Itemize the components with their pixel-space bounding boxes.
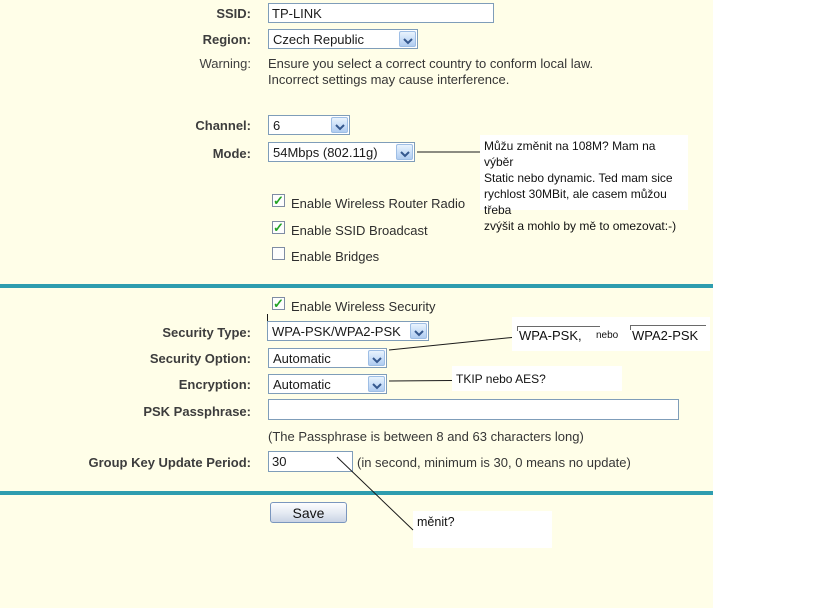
security-type-select-value: WPA-PSK/WPA2-PSK xyxy=(272,324,401,339)
psk-passphrase-input[interactable] xyxy=(268,399,679,420)
psk-passphrase-note: (The Passphrase is between 8 and 63 characters long) xyxy=(268,429,584,444)
psk-passphrase-label: PSK Passphrase: xyxy=(143,404,251,419)
mode-annotation-box xyxy=(480,135,688,233)
warning-text-line2: Incorrect settings may cause interference. xyxy=(268,72,510,87)
channel-label: Channel: xyxy=(195,118,251,133)
mode-annotation-line3: rychlost 30MBit, ale casem můžou třeba xyxy=(484,187,667,217)
enable-ssid-broadcast-checkbox[interactable] xyxy=(272,221,285,234)
enable-wireless-radio-label: Enable Wireless Router Radio xyxy=(291,196,466,211)
security-type-select[interactable] xyxy=(267,321,429,341)
section-divider xyxy=(0,491,713,495)
mode-annotation-line4: zvýšit a mohlo by mě to omezovat:-) xyxy=(484,219,677,233)
channel-select-value: 6 xyxy=(273,118,281,133)
security-option-select[interactable] xyxy=(268,348,387,368)
mode-annotation-line2: Static nebo dynamic. Ted mam sice xyxy=(484,171,673,185)
chevron-down-icon xyxy=(368,350,385,366)
encryption-select[interactable] xyxy=(268,374,387,394)
save-button[interactable]: Save xyxy=(270,502,347,523)
security-option-select-value: Automatic xyxy=(273,351,331,366)
enable-wireless-security-label: Enable Wireless Security xyxy=(291,299,436,314)
group-key-update-period-label: Group Key Update Period: xyxy=(88,455,251,470)
mode-annotation-line1: Můžu změnit na 108M? Mam na výběr xyxy=(484,139,656,169)
security-type-label: Security Type: xyxy=(162,325,251,340)
region-select-value: Czech Republic xyxy=(273,32,365,47)
encryption-annotation-text: TKIP nebo AES? xyxy=(456,372,546,386)
encryption-label: Encryption: xyxy=(178,377,251,392)
ssid-input[interactable] xyxy=(268,3,494,23)
group-key-annotation-text: měnit? xyxy=(417,515,455,529)
wpa-annotation-option1: WPA-PSK, xyxy=(519,328,582,343)
section-divider xyxy=(0,284,713,288)
enable-wireless-radio-checkbox[interactable] xyxy=(272,194,285,207)
warning-label: Warning: xyxy=(199,56,251,71)
group-key-update-period-note: (in second, minimum is 30, 0 means no update) xyxy=(357,455,631,470)
enable-bridges-label: Enable Bridges xyxy=(291,249,380,264)
security-option-label: Security Option: xyxy=(149,351,251,366)
chevron-down-icon xyxy=(331,117,348,133)
ssid-label: SSID: xyxy=(216,6,251,21)
chevron-down-icon xyxy=(410,323,427,339)
encryption-select-value: Automatic xyxy=(273,377,331,392)
region-select[interactable] xyxy=(268,29,418,49)
chevron-down-icon xyxy=(368,376,385,392)
enable-bridges-checkbox[interactable] xyxy=(272,247,285,260)
chevron-down-icon xyxy=(399,31,416,47)
wpa-annotation-conjunction: nebo xyxy=(596,330,619,341)
channel-select[interactable] xyxy=(268,115,350,135)
enable-ssid-broadcast-label: Enable SSID Broadcast xyxy=(291,223,428,238)
mode-label: Mode: xyxy=(212,146,251,161)
warning-text-line1: Ensure you select a correct country to conform local law. xyxy=(268,56,594,71)
wpa-annotation-option2: WPA2-PSK xyxy=(632,328,699,343)
mode-select[interactable] xyxy=(268,142,415,162)
region-label: Region: xyxy=(202,32,251,47)
mode-select-value: 54Mbps (802.11g) xyxy=(273,145,378,160)
group-key-update-period-input[interactable] xyxy=(268,451,353,472)
enable-wireless-security-checkbox[interactable] xyxy=(272,297,285,310)
chevron-down-icon xyxy=(396,144,413,160)
